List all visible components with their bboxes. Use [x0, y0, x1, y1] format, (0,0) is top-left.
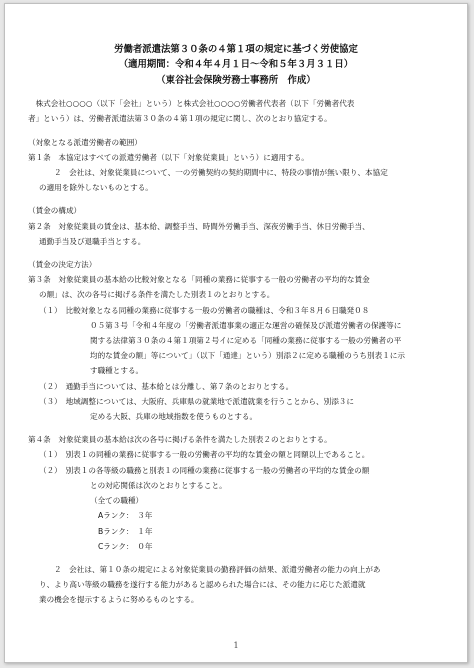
article-4-para-2-line-3: 業の機会を提示するように努めるものとする。: [39, 595, 199, 605]
document-body: [28, 42, 444, 608]
article-3-item-1-line-2: ０５第３号「令和４年度の「労働者派遣事業の適正な運営の確保及び派遣労働者の保護等に: [90, 320, 402, 330]
article-3-line-1: 第３条 対象従業員の基本給の比較対象となる「同種の業務に従事する一般の労働者の平均的な賃金: [28, 275, 370, 285]
article-1: 第１条 本協定はすべての派遣労働者（以下「対象従業員」という）に適用する。: [28, 152, 309, 162]
section-heading-scope: （対象となる派遣労働者の範囲）: [28, 137, 142, 147]
rank-a: Aランク： ３年: [98, 511, 153, 521]
article-1-para-2-line-1: ２ 会社は、対象従業員について、一の労働契約の契約期間中に、特段の事情が無い限り、本協定: [54, 168, 388, 178]
article-4-item-1: （１） 別表１の同種の業務に従事する一般の労働者の平均的な賃金の額と同額以上であること。: [39, 450, 370, 460]
article-4-item-2-line-2: との対応関係は次のとおりとすること。: [90, 480, 227, 490]
article-4-para-2-line-2: り、より高い等級の職務を遂行する能力があると認められた場合には、その能力に応じた派遣就: [39, 580, 366, 590]
title-line-3: （東谷社会保険労務士事務所 作成）: [156, 74, 316, 86]
article-3-item-1-line-4: 均的な賃金の額」等について」（以下「通達」という）別添２に定める職種のうち別表１に示: [90, 351, 405, 361]
rank-table-caption: （全ての職種）: [90, 496, 144, 506]
section-heading-wage-method: （賃金の決定方法）: [28, 260, 97, 270]
article-3-line-2: の額」は、次の各号に掲げる条件を満たした別表１のとおりとする。: [39, 290, 275, 300]
section-heading-wage-structure: （賃金の構成）: [28, 206, 82, 216]
article-4-item-2-line-1: （２） 別表１の各等級の職務と別表１の同種の業務に従事する一般の労働者の平均的な賃金の額: [39, 465, 370, 475]
article-2-line-2: 通勤手当及び退職手当とする。: [39, 236, 146, 246]
article-3-item-1-line-1: （１） 比較対象となる同種の業務に従事する一般の労働者の職種は、令和３年８月６日職発０８: [39, 305, 370, 315]
article-3-item-2: （２） 通勤手当については、基本給とは分離し、第７条のとおりとする。: [39, 381, 294, 391]
article-1-para-2-line-2: の適用を除外しないものとする。: [39, 183, 153, 193]
article-3-item-1-line-3: 関する法律第３０条の４第１項第２号イに定める「同種の業務に従事する一般の労働者の平: [90, 336, 402, 346]
article-3-item-1-line-5: す職種とする。: [90, 366, 144, 376]
intro-line-1: 株式会社○○○○（以下「会社」という）と株式会社○○○○労働者代表者（以下「労働者代表: [28, 99, 355, 109]
article-4-line-1: 第４条 対象従業員の基本給は次の各号に掲げる条件を満たした別表２のとおりとする。: [28, 435, 332, 445]
rank-c: Cランク： ０年: [98, 541, 153, 551]
document-page: [4, 3, 468, 663]
article-4-para-2-line-1: ２ 会社は、第１０条の規定による対象従業員の勤務評価の結果、派遣労働者の能力の向上があ: [54, 564, 381, 574]
article-3-item-3-line-1: （３） 地域調整については、大阪府、兵庫県の就業地で派遣就業を行うことから、別添３に: [39, 396, 354, 406]
page-number: 1: [233, 641, 239, 650]
rank-b: Bランク： １年: [98, 526, 153, 536]
intro-line-2: 者」という）は、労働者派遣法第３０条の４第１項の規定に関し、次のとおり協定する。: [28, 114, 332, 124]
article-2-line-1: 第２条 対象従業員の賃金は、基本給、調整手当、時間外労働手当、深夜労働手当、休日労働手当、: [28, 221, 370, 231]
title-line-2: （適用期間：令和４年４月１日～令和５年３月３１日）: [118, 59, 354, 71]
article-3-item-3-line-2: 定める大阪、兵庫の地域指数を使うものとする。: [90, 412, 258, 422]
title-line-1: 労働者派遣法第３０条の４第１項の規定に基づく労使協定: [114, 44, 358, 55]
